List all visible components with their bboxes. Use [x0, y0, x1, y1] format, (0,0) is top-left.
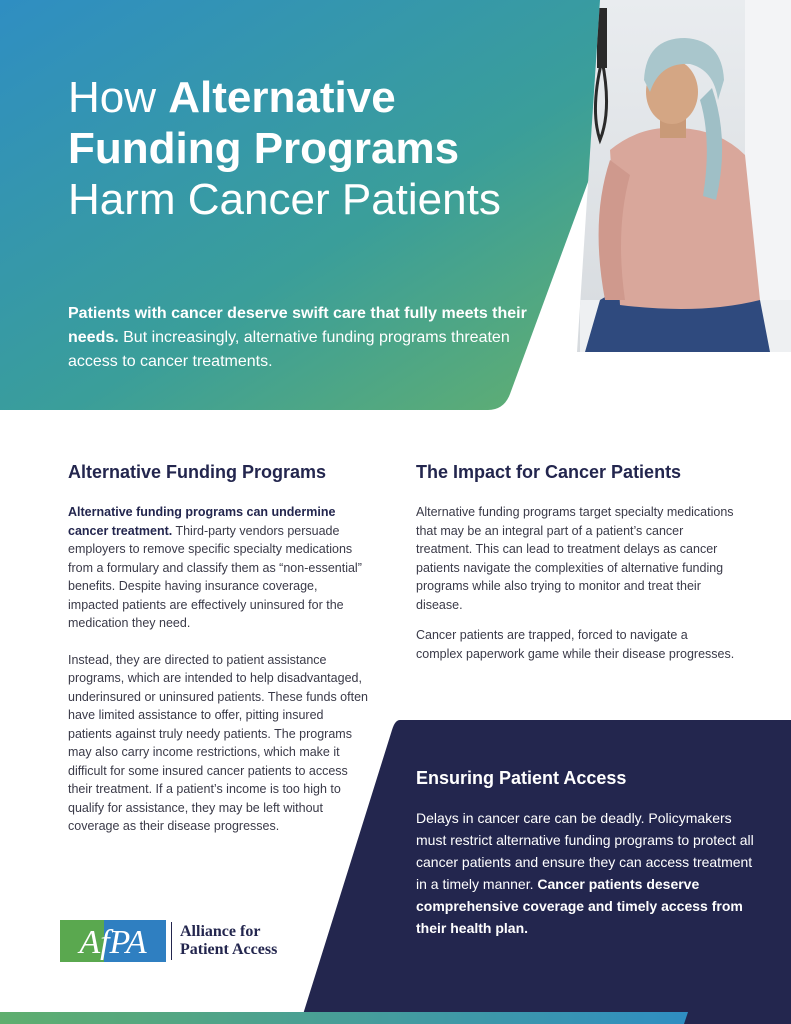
alternative-funding-lead: Alternative funding programs can undermine cancer treatment.	[68, 505, 336, 538]
intro-text	[68, 302, 528, 374]
title-emphasis: Alternative Funding Programs	[68, 73, 460, 173]
impact-paragraph-2: Cancer patients are trapped, forced to navigate a complex paperwork game while their disease progresses.	[416, 628, 735, 661]
logo-wordmark	[180, 923, 277, 959]
afpa-logo	[60, 918, 310, 966]
logo-divider	[171, 922, 172, 960]
title-prefix: How	[68, 73, 169, 122]
ensuring-access-text	[416, 807, 756, 939]
ensuring-access-bold: Cancer patients deserve comprehensive coverage and timely access from their health plan.	[416, 876, 743, 936]
logo-mark-text: AfPA	[79, 924, 147, 961]
impact-heading: The Impact for Cancer Patients	[416, 462, 682, 482]
alternative-funding-paragraph-2: Instead, they are directed to patient assistance programs, which are intended to help disadvantaged, underinsured or uninsured patients. These funds often have limited assistance to offer, pitting insured patients against truly needy patients. The programs may also carry income restrictions, which make it difficult for some insured cancer patients to access their treatment. If a patient’s income is too high to qualify for assistance, they may be left without coverage as their disease progresses.	[68, 652, 368, 833]
alternative-funding-paragraph-1	[68, 503, 368, 633]
ensuring-access-body: Delays in cancer care can be deadly. Policymakers must restrict alternative funding programs to protect all cancer patients and ensure they can access treatment in a timely manner.	[416, 810, 754, 892]
alternative-funding-p1-rest: Third-party vendors persuade employers to remove specific specialty medications from a formulary and classify them as “non-essential” benefits. Despite having insurance coverage, impacted patients are effectively uninsured for the medication they need.	[68, 523, 362, 630]
afpa-logo-mark	[60, 918, 166, 964]
alternative-funding-heading: Alternative Funding Programs	[68, 462, 327, 482]
intro-bold: Patients with cancer deserve swift care that fully meets their needs.	[68, 305, 527, 346]
ensuring-access-heading: Ensuring Patient Access	[416, 768, 627, 788]
footer-accent-bar	[0, 1012, 688, 1024]
impact-paragraph-1: Alternative funding programs target specialty medications that may be an integral part of a patient’s cancer treatment. This can lead to treatment delays as cancer patients navigate the complexities of alternative funding programs while also trying to monitor and treat their disease.	[416, 505, 734, 612]
title-suffix: Harm Cancer Patients	[68, 175, 501, 224]
logo-line-1: Alliance for	[180, 923, 261, 940]
logo-line-2: Patient Access	[180, 941, 278, 958]
ensuring-access-section	[416, 768, 756, 939]
page-title	[68, 72, 538, 225]
impact-section	[416, 462, 736, 663]
intro-rest: But increasingly, alternative funding programs threaten access to cancer treatments.	[68, 329, 510, 370]
